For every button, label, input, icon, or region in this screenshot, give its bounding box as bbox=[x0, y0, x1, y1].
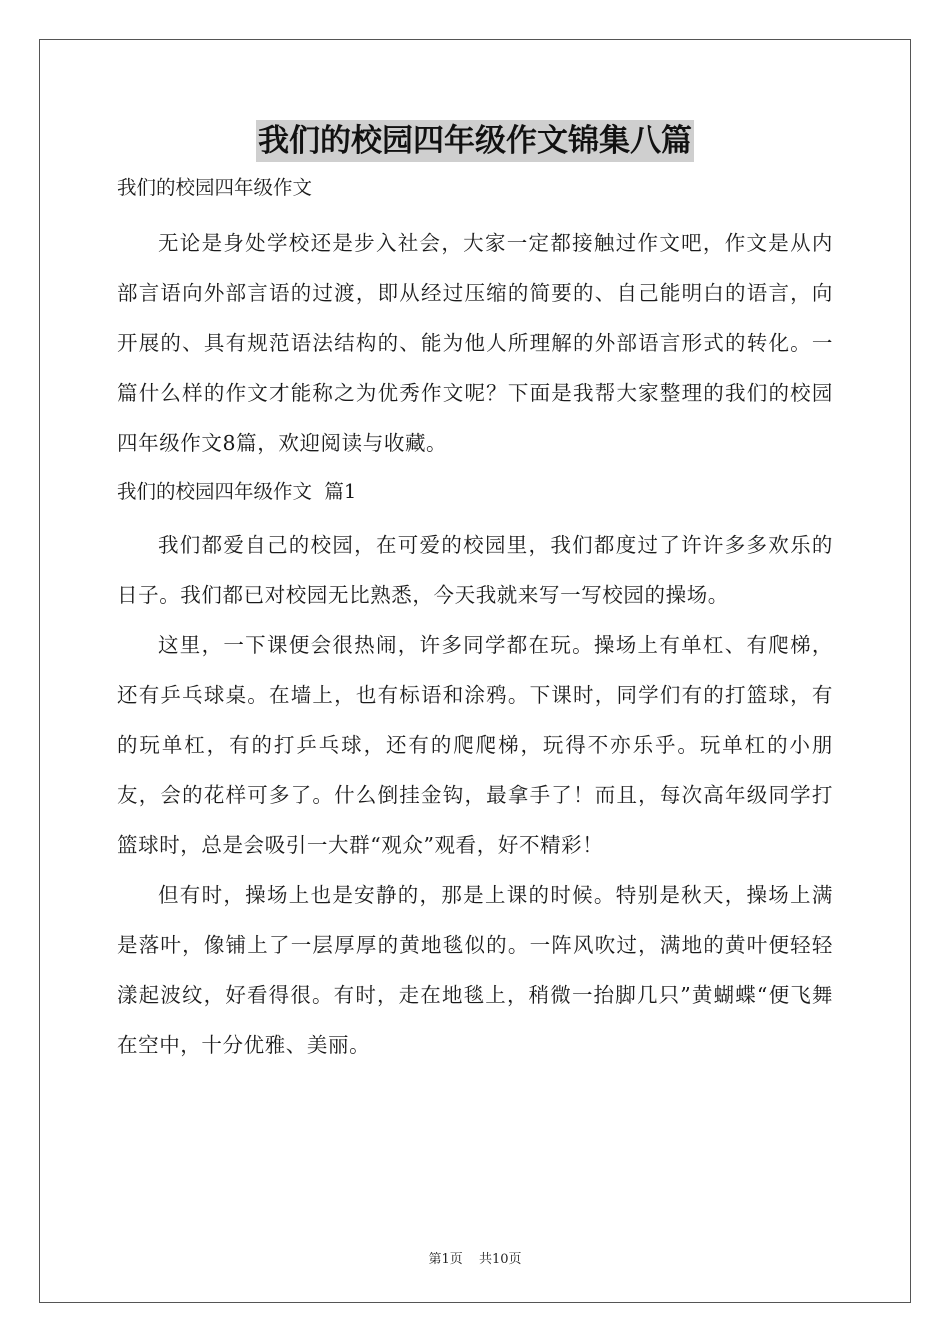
intro-paragraph: 无论是身处学校还是步入社会，大家一定都接触过作文吧，作文是从内部言语向外部言语的过渡，即从经过压缩的简要的、自己能明白的语言，向开展的、具有规范语法结构的、能为他人所理解的外部语言形式的转化。一篇什么样的作文才能称之为优秀作文呢？下面是我帮大家整理的我们的校园四年级作文8篇，欢迎阅读与收藏。 bbox=[117, 231, 833, 455]
intro-heading: 我们的校园四年级作文 bbox=[117, 176, 313, 199]
section-heading: 我们的校园四年级作文 篇1 bbox=[117, 480, 357, 503]
document-title: 我们的校园四年级作文锦集八篇 bbox=[256, 120, 694, 162]
body-paragraph: 我们都爱自己的校园，在可爱的校园里，我们都度过了许许多多欢乐的日子。我们都已对校园无比熟悉，今天我就来写一写校园的操场。 bbox=[117, 533, 833, 607]
body-paragraph: 但有时，操场上也是安静的，那是上课的时候。特别是秋天，操场上满是落叶，像铺上了一层厚厚的黄地毯似的。一阵风吹过，满地的黄叶便轻轻漾起波纹，好看得很。有时，走在地毯上，稍微一抬脚几只”黄蝴蝶“便飞舞在空中，十分优雅、美丽。 bbox=[117, 883, 833, 1057]
page-footer bbox=[0, 1248, 950, 1267]
page-total: 共10页 bbox=[478, 1252, 522, 1267]
page-number: 第1页 bbox=[428, 1252, 463, 1267]
document-body bbox=[117, 120, 833, 1070]
body-paragraph: 这里，一下课便会很热闹，许多同学都在玩。操场上有单杠、有爬梯，还有乒乓球桌。在墙上，也有标语和涂鸦。下课时，同学们有的打篮球，有的玩单杠，有的打乒乓球，还有的爬爬梯，玩得不亦乐乎。玩单杠的小朋友，会的花样可多了。什么倒挂金钩，最拿手了！而且，每次高年级同学打篮球时，总是会吸引一大群“观众”观看，好不精彩！ bbox=[117, 633, 833, 857]
title-container bbox=[117, 120, 833, 172]
